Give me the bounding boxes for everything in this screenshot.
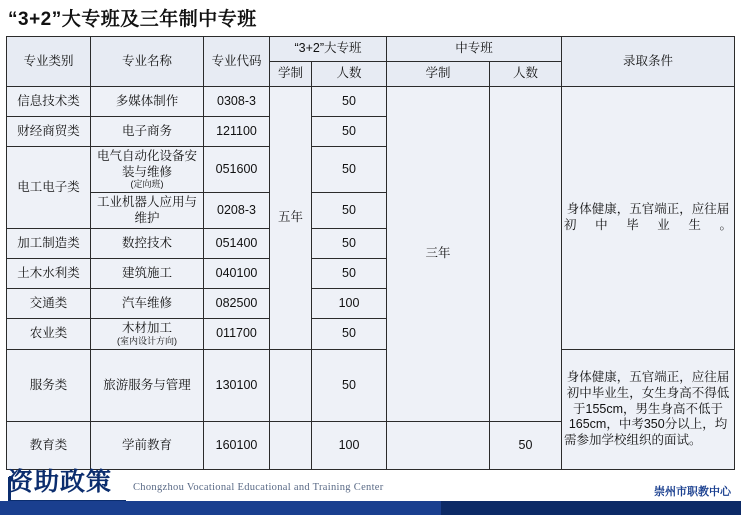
row-name: 多媒体制作: [91, 87, 204, 117]
header-group-zz: 中专班: [387, 37, 562, 62]
row-category: 农业类: [7, 319, 91, 350]
xuezhi-zz-merged: 三年: [387, 87, 490, 422]
row-code: 130100: [204, 349, 270, 421]
header-condition: 录取条件: [562, 37, 735, 87]
row-renshu-32: 50: [312, 193, 387, 229]
row-name-text: 木材加工: [121, 321, 172, 336]
row-name: 数控技术: [91, 229, 204, 259]
row-renshu-32: 50: [312, 259, 387, 289]
header-category: 专业类别: [7, 37, 91, 87]
row-renshu-32: 50: [312, 147, 387, 193]
row-xuezhi-32: [270, 349, 312, 421]
row-category: 交通类: [7, 289, 91, 319]
row-code: 051600: [204, 147, 270, 193]
header-32-xuezhi: 学制: [270, 62, 312, 87]
policy-title-box: [8, 470, 112, 497]
row-renshu-zz: 50: [490, 421, 562, 469]
row-name: 电子商务: [91, 117, 204, 147]
row-name: 旅游服务与管理: [91, 349, 204, 421]
organization-name: 崇州市职教中心: [654, 486, 731, 498]
row-code: 0308-3: [204, 87, 270, 117]
condition-bottom: 身体健康，五官端正，应往届初中毕业生，女生身高不得低于155cm，男生身高不低于165cm，中考350分以上，均需参加学校组织的面试。: [562, 349, 735, 469]
row-name-note: (室内设计方向): [117, 336, 177, 347]
row-renshu-32: 50: [312, 87, 387, 117]
condition-top: 身体健康，五官端正，应往届初中毕业生。: [562, 87, 735, 350]
row-name: 建筑施工: [91, 259, 204, 289]
header-name: 专业名称: [91, 37, 204, 87]
english-subtitle: Chongzhou Vocational Educational and Training Center: [133, 482, 384, 493]
row-renshu-32: 100: [312, 289, 387, 319]
bottom-bar-accent: [441, 501, 741, 515]
row-code: 082500: [204, 289, 270, 319]
row-renshu-32: 50: [312, 349, 387, 421]
row-name-text: 电气自动化设备安装与维修: [96, 149, 197, 179]
row-category: 加工制造类: [7, 229, 91, 259]
row-name: 学前教育: [91, 421, 204, 469]
row-renshu-32: 100: [312, 421, 387, 469]
row-name-note: (定向班): [130, 179, 164, 190]
row-category: 财经商贸类: [7, 117, 91, 147]
table-header-row-1: [7, 37, 735, 62]
row-name: [91, 147, 204, 193]
page-title: “3+2”大专班及三年制中专班: [8, 9, 257, 30]
row-category: 服务类: [7, 349, 91, 421]
row-renshu-32: 50: [312, 117, 387, 147]
row-name: 汽车维修: [91, 289, 204, 319]
xuezhi-32-merged: 五年: [270, 87, 312, 350]
policy-title: 资助政策: [8, 468, 113, 496]
table-row: [7, 349, 735, 421]
programs-table: [6, 36, 735, 470]
row-code: 051400: [204, 229, 270, 259]
footer: [0, 449, 741, 515]
row-category: 教育类: [7, 421, 91, 469]
row-renshu-32: 50: [312, 319, 387, 350]
row-name: [91, 319, 204, 350]
row-name: 工业机器人应用与维护: [91, 193, 204, 229]
header-group-32: “3+2”大专班: [270, 37, 387, 62]
row-renshu-32: 50: [312, 229, 387, 259]
row-renshu-zz-blank: [490, 87, 562, 422]
header-32-renshu: 人数: [312, 62, 387, 87]
header-code: 专业代码: [204, 37, 270, 87]
row-code: 160100: [204, 421, 270, 469]
header-zz-renshu: 人数: [490, 62, 562, 87]
row-code: 0208-3: [204, 193, 270, 229]
row-category: 电工电子类: [7, 147, 91, 229]
row-category: 信息技术类: [7, 87, 91, 117]
table-row: [7, 87, 735, 117]
row-code: 011700: [204, 319, 270, 350]
row-category: 土木水利类: [7, 259, 91, 289]
header-zz-xuezhi: 学制: [387, 62, 490, 87]
row-code: 040100: [204, 259, 270, 289]
row-code: 121100: [204, 117, 270, 147]
